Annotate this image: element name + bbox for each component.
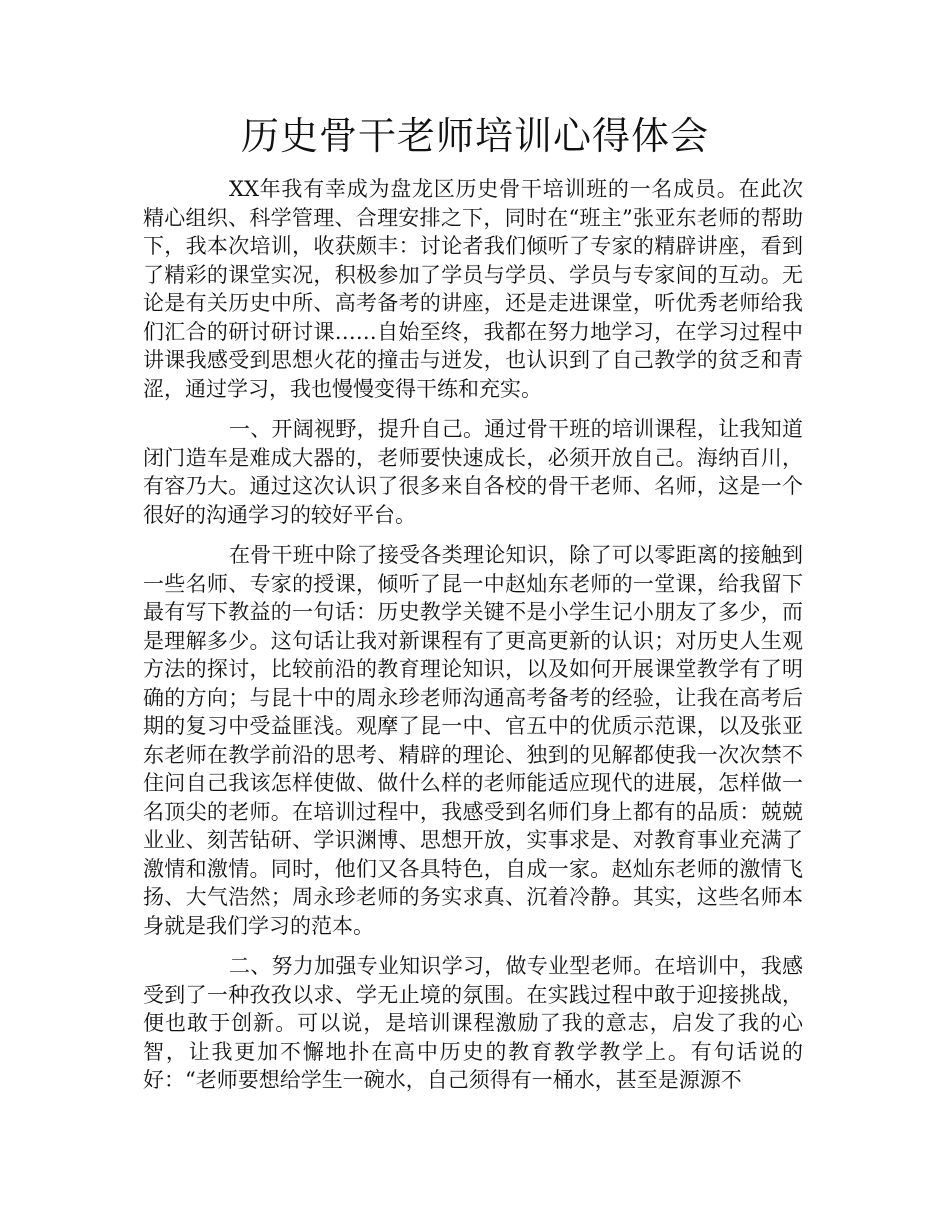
paragraph-backbone-class: 在骨干班中除了接受各类理论知识，除了可以零距离的接触到一些名师、专家的授课，倾听了昆一中赵灿东老师的一堂课，给我留下最有写下教益的一句话：历史教学关键不是小学生记小朋友了多少，而是理解多少。这句话让我对新课程有了更高更新的认识；对历史人生观方法的探讨，比较前沿的教育理论知识，以及如何开展课堂教学有了明确的方向；与昆十中的周永珍老师沟通高考备考的经验，让我在高考后期的复习中受益匪浅。观摩了昆一中、官五中的优质示范课，以及张亚东老师在教学前沿的思考、精辟的理论、独到的见解都使我一次次禁不住问自己我该怎样使做、做什么样的老师能适应现代的进展，怎样做一名顶尖的老师。在培训过程中，我感受到名师们身上都有的品质：兢兢业业、刻苦钻研、学识渊博、思想开放，实事求是、对教育事业充满了激情和激情。同时，他们又各具特色，自成一家。赵灿东老师的激情飞扬、大气浩然；周永珍老师的务实求真、沉着冷静。其实，这些名师本身就是我们学习的范本。 [143,543,803,938]
document-title: 历史骨干老师培训心得体会 [240,114,709,158]
paragraph-section-two: 二、努力加强专业知识学习，做专业型老师。在培训中，我感受到了一种孜孜以求、学无止境的氛围。在实践过程中敢于迎接挑战，便也敢于创新。可以说，是培训课程激励了我的意志，启发了我的心智，让我更加不懈地扑在高中历史的教育教学教学上。有句话说的好：“老师要想给学生一碗水，自己须得有一桶水，甚至是源源不 [143,954,803,1092]
document-body [143,175,803,1107]
paragraph-intro: XX年我有幸成为盘龙区历史骨干培训班的一名成员。在此次精心组织、科学管理、合理安排之下，同时在“班主”张亚东老师的帮助下，我本次培训，收获颇丰：讨论者我们倾听了专家的精辟讲座，看到了精彩的课堂实况，积极参加了学员与学员、学员与专家间的互动。无论是有关历史中所、高考备考的讲座，还是走进课堂，听优秀老师给我们汇合的研讨研讨课……自始至终，我都在努力地学习，在学习过程中讲课我感受到思想火花的撞击与迸发，也认识到了自己教学的贫乏和青涩，通过学习，我也慢慢变得干练和充实。 [143,177,803,401]
paragraph-section-one: 一、开阔视野，提升自己。通过骨干班的培训课程，让我知道闭门造车是难成大器的，老师要快速成长，必须开放自己。海纳百川，有容乃大。通过这次认识了很多来自各校的骨干老师、名师，这是一个很好的沟通学习的较好平台。 [143,417,803,527]
